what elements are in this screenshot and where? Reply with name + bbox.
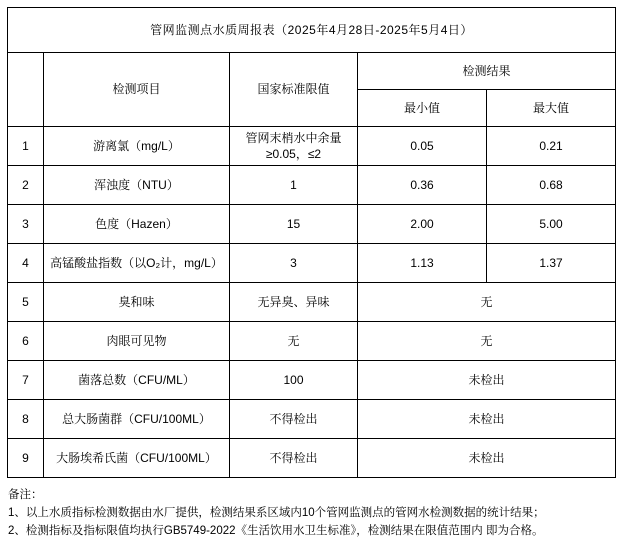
- row-min: 0.05: [358, 127, 487, 166]
- header-max: 最大值: [487, 90, 616, 127]
- header-index: [8, 53, 44, 127]
- row-standard: 无异臭、异味: [230, 283, 358, 322]
- notes-label: 备注：: [8, 489, 43, 502]
- row-item: 浑浊度（NTU）: [44, 166, 230, 205]
- row-index: 4: [8, 244, 44, 283]
- row-max: 1.37: [487, 244, 616, 283]
- table-title-row: [8, 8, 616, 53]
- row-index: 8: [8, 400, 44, 439]
- table-row: [8, 400, 616, 439]
- row-result: 无: [358, 283, 616, 322]
- row-index: 3: [8, 205, 44, 244]
- row-result: 未检出: [358, 361, 616, 400]
- row-min: 1.13: [358, 244, 487, 283]
- table-row: [8, 322, 616, 361]
- table-row: [8, 244, 616, 283]
- row-index: 7: [8, 361, 44, 400]
- row-item: 肉眼可见物: [44, 322, 230, 361]
- table-header-row-1: [8, 53, 616, 90]
- header-item: 检测项目: [44, 53, 230, 127]
- table-row: [8, 283, 616, 322]
- row-result: 无: [358, 322, 616, 361]
- row-max: 0.21: [487, 127, 616, 166]
- row-standard: 100: [230, 361, 358, 400]
- row-standard: 1: [230, 166, 358, 205]
- row-standard: 管网末梢水中余量≥0.05，≤2: [230, 127, 358, 166]
- table-row: [8, 127, 616, 166]
- row-standard: 不得检出: [230, 400, 358, 439]
- table-row: [8, 361, 616, 400]
- row-item: 色度（Hazen）: [44, 205, 230, 244]
- row-standard: 无: [230, 322, 358, 361]
- row-item: 高锰酸盐指数（以O₂计，mg/L）: [44, 244, 230, 283]
- header-min: 最小值: [358, 90, 487, 127]
- water-quality-report-table: [7, 7, 616, 478]
- row-item: 总大肠菌群（CFU/100ML）: [44, 400, 230, 439]
- notes-section: [8, 487, 615, 540]
- row-standard: 不得检出: [230, 439, 358, 478]
- row-index: 2: [8, 166, 44, 205]
- table-row: [8, 166, 616, 205]
- row-index: 6: [8, 322, 44, 361]
- notes-line-2: 2、检测指标及指标限值均执行GB5749-2022《生活饮用水卫生标准》，检测结果在限值范围内 即为合格。: [8, 525, 544, 537]
- row-max: 0.68: [487, 166, 616, 205]
- row-index: 9: [8, 439, 44, 478]
- row-result: 未检出: [358, 400, 616, 439]
- row-index: 5: [8, 283, 44, 322]
- page-title: 管网监测点水质周报表（2025年4月28日-2025年5月4日）: [8, 8, 616, 53]
- row-max: 5.00: [487, 205, 616, 244]
- row-standard: 15: [230, 205, 358, 244]
- header-result: 检测结果: [358, 53, 616, 90]
- row-min: 0.36: [358, 166, 487, 205]
- row-result: 未检出: [358, 439, 616, 478]
- row-item: 游离氯（mg/L）: [44, 127, 230, 166]
- row-item: 大肠埃希氏菌（CFU/100ML）: [44, 439, 230, 478]
- row-min: 2.00: [358, 205, 487, 244]
- row-standard: 3: [230, 244, 358, 283]
- row-item: 臭和味: [44, 283, 230, 322]
- table-row: [8, 439, 616, 478]
- row-item: 菌落总数（CFU/ML）: [44, 361, 230, 400]
- row-index: 1: [8, 127, 44, 166]
- notes-line-1: 1、以上水质指标检测数据由水厂提供，检测结果系区域内10个管网监测点的管网水检测数据的统计结果；: [8, 507, 545, 520]
- table-row: [8, 205, 616, 244]
- header-standard: 国家标准限值: [230, 53, 358, 127]
- water-quality-report-page: [0, 7, 623, 537]
